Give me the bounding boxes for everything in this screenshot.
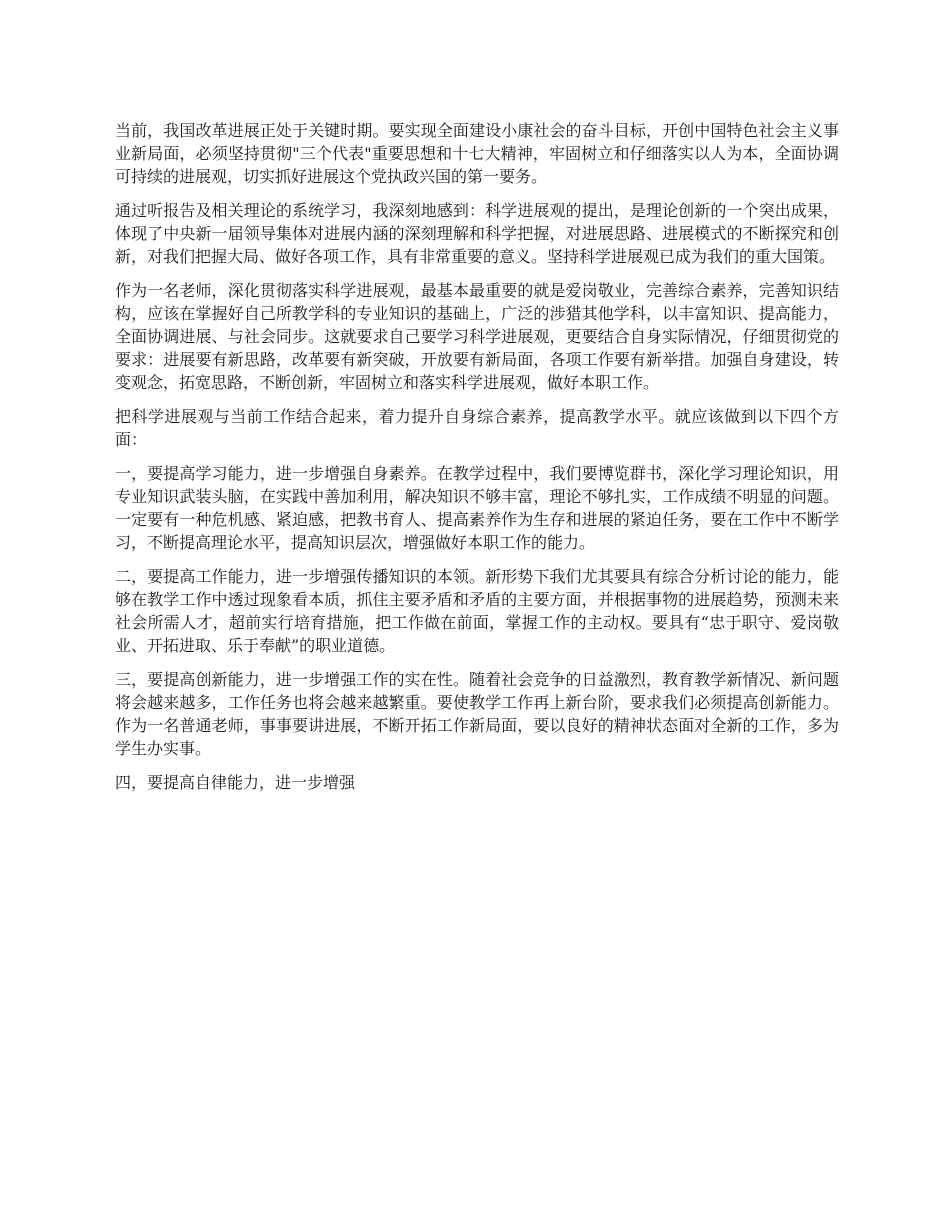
paragraph-2: 通过听报告及相关理论的系统学习，我深刻地感到：科学进展观的提出，是理论创新的一个突出成果，体现了中央新一届领导集体对进展内涵的深刻理解和科学把握，对进展思路、进展模式的不断探究和创新，对我们把握大局、做好各项工作，具有非常重要的意义。坚持科学进展观已成为我们的重大国策。	[115, 201, 839, 266]
paragraph-7: 三，要提高创新能力，进一步增强工作的实在性。随着社会竞争的日益激烈，教育教学新情况、新问题将会越来越多，工作任务也将会越来越繁重。要使教学工作再上新台阶，要求我们必须提高创新能力。作为一名普通老师，事事要讲进展，不断开拓工作新局面，要以良好的精神状态面对全新的工作，多为学生办实事。	[115, 670, 839, 758]
paragraph-5: 一，要提高学习能力，进一步增强自身素养。在教学过程中，我们要博览群书，深化学习理论知识，用专业知识武装头脑，在实践中善加利用，解决知识不够丰富，理论不够扎实，工作成绩不明显的问题。一定要有一种危机感、紧迫感，把教书育人、提高素养作为生存和进展的紧迫任务，要在工作中不断学习，不断提高理论水平，提高知识层次，增强做好本职工作的能力。	[115, 464, 839, 552]
paragraph-4: 把科学进展观与当前工作结合起来，着力提升自身综合素养，提高教学水平。就应该做到以下四个方面：	[115, 407, 839, 449]
paragraph-3: 作为一名老师，深化贯彻落实科学进展观，最基本最重要的就是爱岗敬业，完善综合素养，完善知识结构，应该在掌握好自己所教学科的专业知识的基础上，广泛的涉猎其他学科，以丰富知识、提高能力，全面协调进展、与社会同步。这就要求自己要学习科学进展观，更要结合自身实际情况，仔细贯彻党的要求：进展要有新思路，改革要有新突破，开放要有新局面，各项工作要有新举措。加强自身建设，转变观念，拓宽思路，不断创新，牢固树立和落实科学进展观，做好本职工作。	[115, 281, 839, 392]
paragraph-6: 二，要提高工作能力，进一步增强传播知识的本领。新形势下我们尤其要具有综合分析讨论的能力，能够在教学工作中透过现象看本质，抓住主要矛盾和矛盾的主要方面，并根据事物的进展趋势，预测未来社会所需人才，超前实行培育措施，把工作做在前面，掌握工作的主动权。要具有“忠于职守、爱岗敬业、开拓进取、乐于奉献”的职业道德。	[115, 567, 839, 655]
paragraph-8: 四，要提高自律能力，进一步增强	[115, 773, 356, 792]
paragraph-1: 当前，我国改革进展正处于关键时期。要实现全面建设小康社会的奋斗目标，开创中国特色社会主义事业新局面，必须坚持贯彻"三个代表"重要思想和十七大精神，牢固树立和仔细落实以人为本，全面协调可持续的进展观，切实抓好进展这个党执政兴国的第一要务。	[115, 121, 839, 186]
document-body	[115, 119, 839, 805]
